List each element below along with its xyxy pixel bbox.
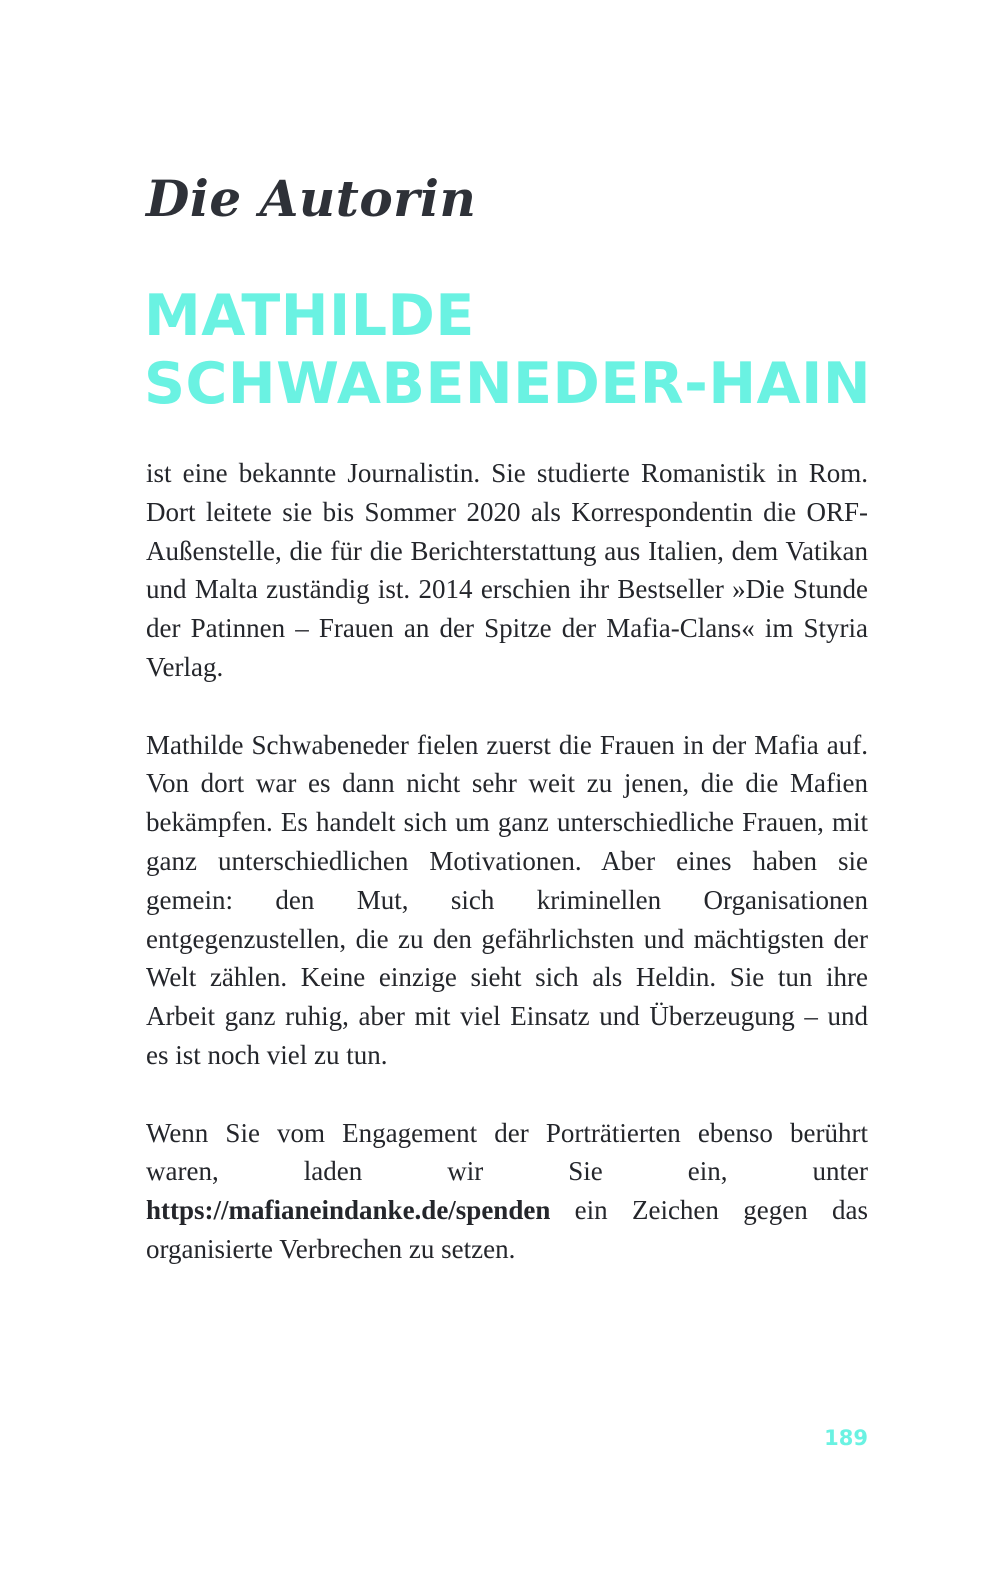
biography-text — [146, 454, 868, 1308]
donation-url: https://mafianeindanke.de/spenden — [146, 1195, 551, 1226]
donation-text-after: ein Zeichen gegen das organisierte Verbrechen zu setzen. — [146, 1195, 868, 1264]
biography-paragraph-2: Mathilde Schwabeneder fielen zuerst die Frauen in der Mafia auf. Von dort war es dann nicht sehr weit zu jenen, die die Mafien bekämpfen. Es handelt sich um ganz unterschiedliche Frauen, mit ganz unterschiedlichen Motivationen. Aber eines haben sie gemein: den Mut, sich kriminellen Organisationen entgegenzustellen, die zu den gefährlichsten und mächtigsten der Welt zählen. Keine einzige sieht sich als Heldin. Sie tun ihre Arbeit ganz ruhig, aber mit viel Einsatz und Überzeugung – und es ist noch viel zu tun. — [146, 729, 868, 1070]
page-number: 189 — [824, 1426, 868, 1450]
author-name-line-2: SCHWABENEDER-HAIN — [144, 351, 872, 417]
biography-paragraph-1: ist eine bekannte Journalistin. Sie studierte Romanistik in Rom. Dort leitete sie bis Sommer 2020 als Korrespondentin die ORF-Außenstelle, die für die Berichterstattung aus Italien, dem Vatikan und Malta zuständig ist. 2014 erschien ihr Bestseller »Die Stunde der Patinnen – Frauen an der Spitze der Mafia-Clans« im Styria Verlag. — [146, 458, 868, 682]
donation-text-before: Wenn Sie vom Engagement der Porträtierten ebenso berührt waren, laden wir Sie ein, unter — [146, 1117, 868, 1187]
author-name-heading — [144, 282, 871, 418]
section-kicker: Die Autorin — [146, 169, 477, 228]
donation-paragraph — [146, 1114, 868, 1269]
author-name-line-1: MATHILDE — [144, 283, 475, 349]
